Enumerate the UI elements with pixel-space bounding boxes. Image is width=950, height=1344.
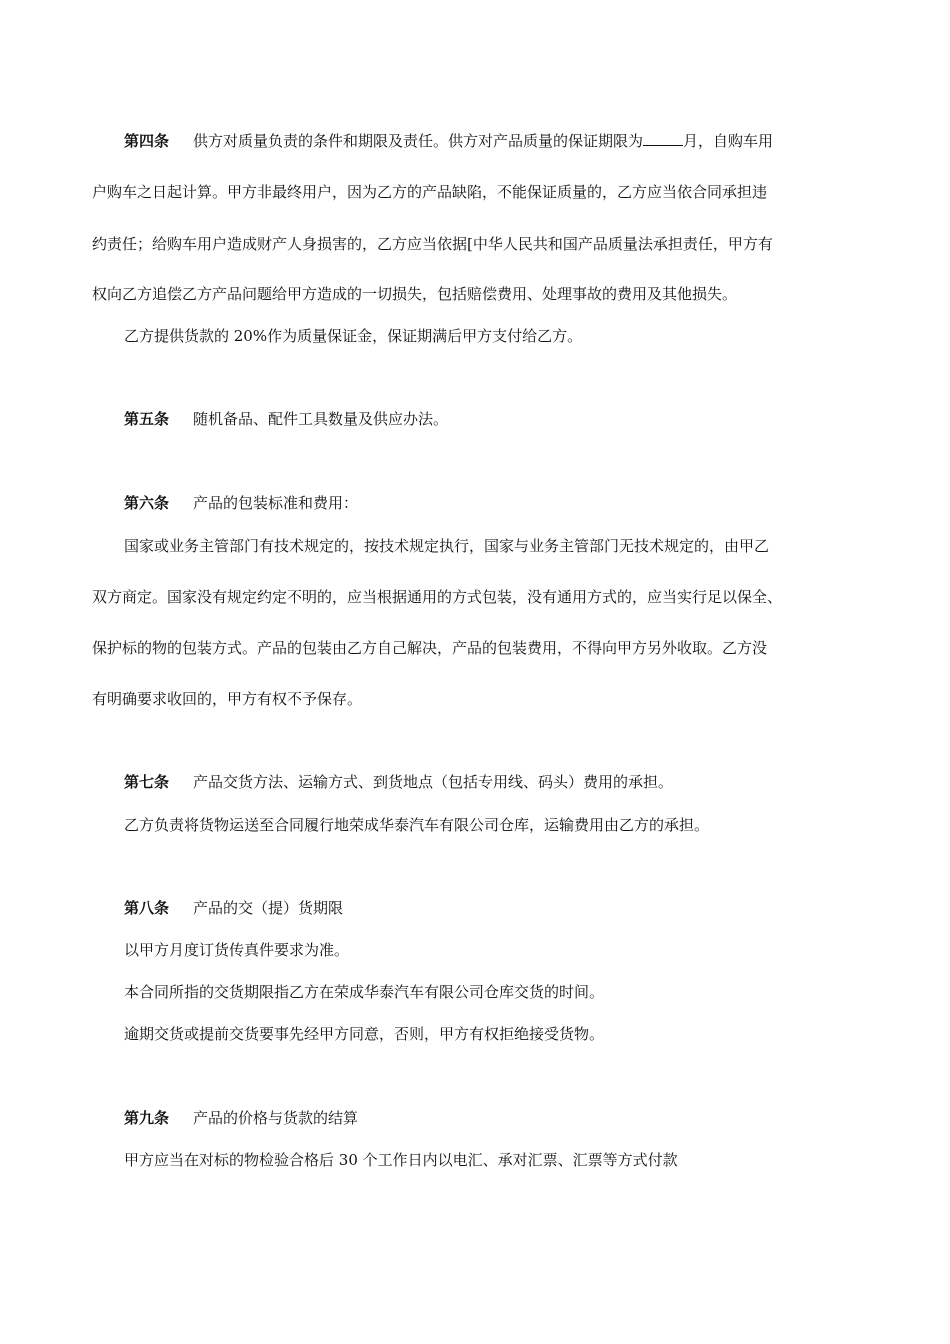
article-title: 随机备品、配件工具数量及供应办法。 (193, 410, 449, 428)
paragraph-line: 双方商定。国家没有规定约定不明的，应当根据通用的方式包装，没有通用方式的，应当实行足以保全、 (92, 588, 783, 606)
article-number: 第七条 (124, 773, 170, 791)
article-7-heading (124, 772, 673, 792)
article-title: 产品交货方法、运输方式、到货地点（包括专用线、码头）费用的承担。 (193, 773, 674, 791)
paragraph-line: 本合同所指的交货期限指乙方在荣成华泰汽车有限公司仓库交货的时间。 (124, 983, 605, 1001)
article-number: 第六条 (124, 494, 170, 512)
article-title-cont: 月，自购车用 (683, 132, 774, 150)
article-number: 第四条 (124, 132, 170, 150)
paragraph-line: 保护标的物的包装方式。产品的包装由乙方自己解决，产品的包装费用，不得向甲方另外收取。乙方没 (92, 639, 768, 657)
paragraph-line: 甲方应当在对标的物检验合格后 30 个工作日内以电汇、承对汇票、汇票等方式付款 (124, 1151, 678, 1169)
paragraph-line: 乙方提供货款的 20%作为质量保证金，保证期满后甲方支付给乙方。 (124, 327, 583, 345)
paragraph-line: 户购车之日起计算。甲方非最终用户，因为乙方的产品缺陷，不能保证质量的，乙方应当依合同承担违 (92, 183, 768, 201)
article-6-heading (124, 493, 358, 513)
paragraph-line: 以甲方月度订货传真件要求为准。 (124, 941, 350, 959)
paragraph-line: 乙方负责将货物运送至合同履行地荣成华泰汽车有限公司仓库，运输费用由乙方的承担。 (124, 816, 710, 834)
article-9-heading (124, 1108, 358, 1128)
article-number: 第九条 (124, 1109, 170, 1127)
paragraph-line: 权向乙方追偿乙方产品问题给甲方造成的一切损失，包括赔偿费用、处理事故的费用及其他损失。 (92, 285, 738, 303)
paragraph-line: 有明确要求收回的，甲方有权不予保存。 (92, 690, 363, 708)
article-8-heading (124, 898, 343, 918)
paragraph-line: 逾期交货或提前交货要事先经甲方同意，否则，甲方有权拒绝接受货物。 (124, 1025, 605, 1043)
article-5-heading (124, 409, 448, 429)
article-number: 第五条 (124, 410, 170, 428)
article-title: 产品的价格与货款的结算 (193, 1109, 359, 1127)
article-number: 第八条 (124, 899, 170, 917)
paragraph-line: 约责任；给购车用户造成财产人身损害的，乙方应当依据[中华人民共和国产品质量法承担责任，甲方有 (92, 235, 773, 253)
blank-field (643, 131, 683, 146)
article-title: 供方对质量负责的条件和期限及责任。供方对产品质量的保证期限为 (193, 132, 644, 150)
paragraph-line: 国家或业务主管部门有技术规定的，按技术规定执行，国家与业务主管部门无技术规定的，由甲乙 (124, 537, 770, 555)
article-title: 产品的包装标准和费用： (193, 494, 359, 512)
article-4-heading (124, 131, 773, 151)
article-title: 产品的交（提）货期限 (193, 899, 344, 917)
